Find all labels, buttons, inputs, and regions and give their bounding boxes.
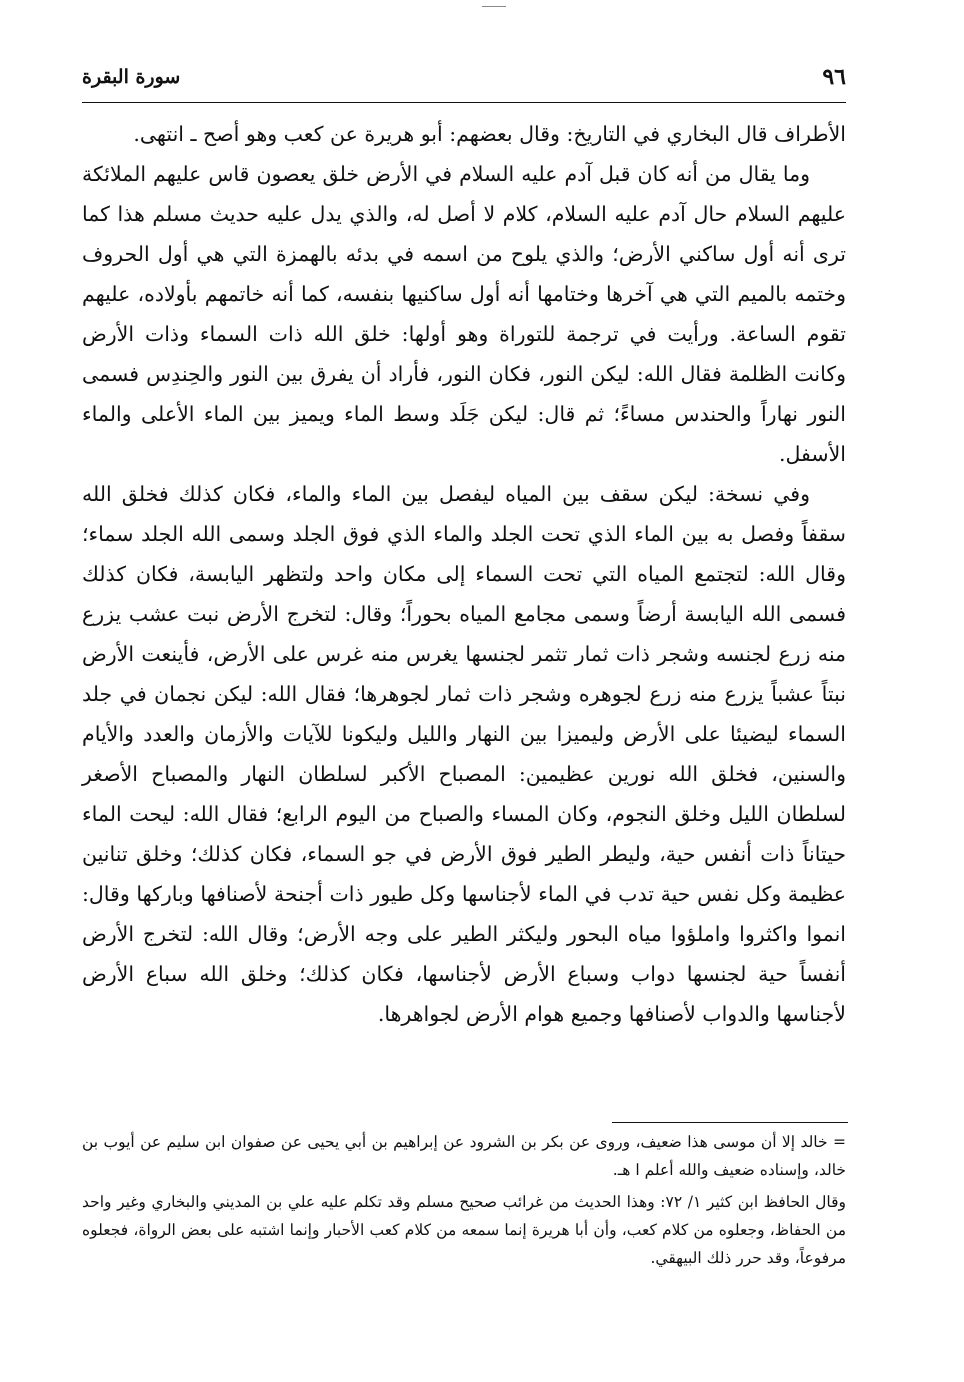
paragraph-continuation: الأطراف قال البخاري في التاريخ: وقال بعضهم: أبو هريرة عن كعب وهو أصح ـ انتهى. xyxy=(133,122,846,146)
footnote-separator xyxy=(612,1122,848,1123)
top-edge-mark xyxy=(482,6,506,7)
surah-title: سورة البقرة xyxy=(82,66,181,88)
footnote-line: وقال الحافظ ابن كثير ١/ ٧٢: وهذا الحديث من غرائب صحيح مسلم وقد تكلم عليه علي بن المديني والبخاري وغير واحد من الحفاظ، وجعلوه من كلام كعب، وأن أبا هريرة إنما سمعه من كلام كعب الأحبار وإنما اشتبه على بعض الرواة، فجعلوه مرفوعاً، وقد حرر ذلك البيهقي. xyxy=(82,1193,847,1267)
footnote-line: = خالد إلا أن موسى هذا ضعيف، وروى عن بكر بن الشرود عن إبراهيم بن أبي يحيى عن صفوان ابن سليم عن أيوب بن خالد، وإسناده ضعيف والله أعلم ا هـ. xyxy=(82,1133,846,1179)
paragraph-adam-creation: وما يقال من أنه كان قبل آدم عليه السلام في الأرض خلق يعصون قاس عليهم الملائكة عليهم السلام حال آدم عليه السلام، كلام لا أصل له، والذي يدل عليه حديث مسلم هذا كما ترى أنه أول ساكني الأرض؛ والذي يلوح من اسمه في بدئه بالهمزة التي هي أول الحروف وختمه بالميم التي هي آخرها وختامها أنه أول ساكنيها بنفسه، كما أنه خاتمهم بأولاده، عليهم تقوم الساعة. ورأيت في ترجمة للتوراة وهو أولها: خلق الله ذات السماء وذات الأرض وكانت الظلمة فقال الله: ليكن النور، فكان النور، فأراد أن يفرق بين النور والحِندِس فسمى النور نهاراً والحندس مساءً؛ ثم قال: ليكن جَلَد وسط الماء ويميز بين الماء الأعلى والماء الأسفل. xyxy=(82,162,846,466)
main-text xyxy=(82,114,846,1034)
page-number: ٩٦ xyxy=(822,64,846,90)
running-header xyxy=(82,62,846,103)
paragraph-torah-translation: وفي نسخة: ليكن سقف بين المياه ليفصل بين الماء والماء، فكان كذلك فخلق الله سقفاً وفصل به بين الماء الذي تحت الجلد والماء الذي فوق الجلد وسمى الله الجلد سماء؛ وقال الله: لتجتمع المياه التي تحت السماء إلى مكان واحد ولتظهر اليابسة، فكان كذلك فسمى الله اليابسة أرضاً وسمى مجامع المياه بحوراً؛ وقال: لتخرج الأرض نبت عشب يزرع منه زرع لجنسه وشجر ذات ثمار تثمر لجنسها يغرس منه غرس على الأرض، فأينعت الأرض نبتاً عشباً يزرع منه زرع لجوهره وشجر ذات ثمار لجوهرها؛ فقال الله: ليكن نجمان في جلد السماء ليضيئا على الأرض وليميزا بين النهار والليل وليكونا للآيات والأزمان والعدد والأيام والسنين، فخلق الله نورين عظيمين: المصباح الأكبر لسلطان النهار والمصباح الأصغر لسلطان الليل وخلق النجوم، وكان المساء والصباح من اليوم الرابع؛ فقال الله: ليحت الماء حيتاناً ذات أنفس حية، وليطر الطير فوق الأرض في جو السماء، فكان كذلك؛ وخلق تنانين عظيمة وكل نفس حية تدب في الماء لأجناسها وكل طيور ذات أجنحة لأصنافها وباركها وقال: انموا واكثروا واملؤوا مياه البحور وليكثر الطير على وجه الأرض؛ وقال الله: لتخرج الأرض أنفساً حية لجنسها دواب وسباع الأرض لأجناسها، فكان كذلك؛ وخلق الله سباع الأرض لأجناسها والدواب لأصنافها وجميع هوام الأرض لجواهرها. xyxy=(82,482,846,1026)
footnotes xyxy=(82,1128,846,1276)
